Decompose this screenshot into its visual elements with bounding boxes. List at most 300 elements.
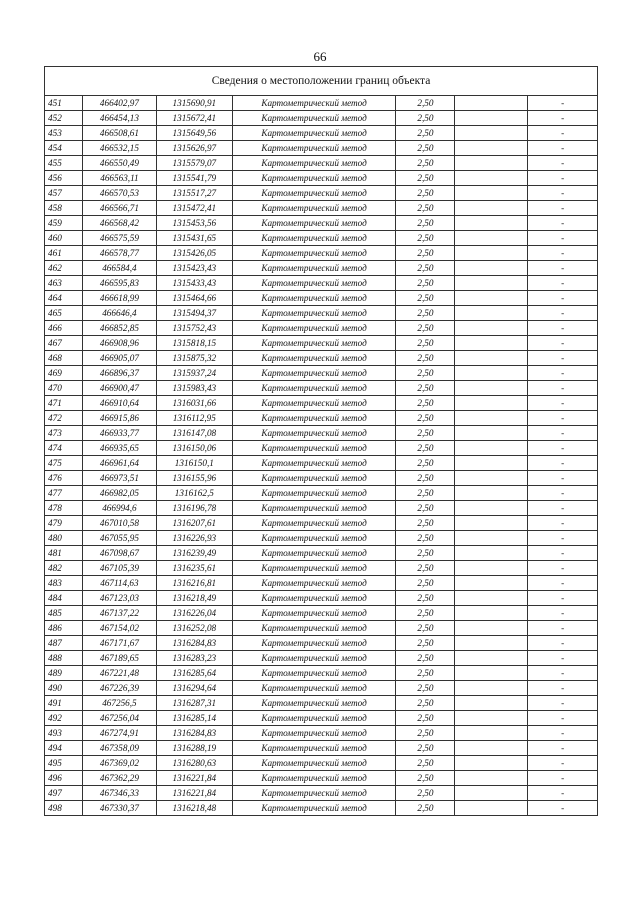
coord-x: 467358,09 xyxy=(82,741,156,756)
coord-y: 1316235,61 xyxy=(156,561,232,576)
table-row xyxy=(45,726,598,741)
method-cell: Картометрический метод xyxy=(232,561,396,576)
coord-y: 1316285,14 xyxy=(156,711,232,726)
table-row xyxy=(45,681,598,696)
coord-x: 466935,65 xyxy=(82,441,156,456)
note-cell: - xyxy=(528,441,598,456)
point-number: 454 xyxy=(45,141,83,156)
coord-y: 1315494,37 xyxy=(156,306,232,321)
coord-y: 1316285,64 xyxy=(156,666,232,681)
description-cell xyxy=(455,486,528,501)
table-row xyxy=(45,261,598,276)
coord-y: 1315672,41 xyxy=(156,111,232,126)
method-cell: Картометрический метод xyxy=(232,126,396,141)
coord-y: 1316218,48 xyxy=(156,801,232,816)
point-number: 468 xyxy=(45,351,83,366)
point-number: 467 xyxy=(45,336,83,351)
table-row xyxy=(45,516,598,531)
point-number: 478 xyxy=(45,501,83,516)
coord-x: 466852,85 xyxy=(82,321,156,336)
accuracy-cell: 2,50 xyxy=(396,186,455,201)
coord-x: 466910,64 xyxy=(82,396,156,411)
coord-x: 467105,39 xyxy=(82,561,156,576)
note-cell: - xyxy=(528,366,598,381)
note-cell: - xyxy=(528,321,598,336)
point-number: 460 xyxy=(45,231,83,246)
coord-y: 1316155,96 xyxy=(156,471,232,486)
table-row xyxy=(45,381,598,396)
table-row xyxy=(45,231,598,246)
point-number: 486 xyxy=(45,621,83,636)
point-number: 457 xyxy=(45,186,83,201)
point-number: 487 xyxy=(45,636,83,651)
table-row xyxy=(45,696,598,711)
point-number: 458 xyxy=(45,201,83,216)
description-cell xyxy=(455,681,528,696)
accuracy-cell: 2,50 xyxy=(396,636,455,651)
method-cell: Картометрический метод xyxy=(232,531,396,546)
accuracy-cell: 2,50 xyxy=(396,246,455,261)
coord-x: 466566,71 xyxy=(82,201,156,216)
note-cell: - xyxy=(528,336,598,351)
point-number: 473 xyxy=(45,426,83,441)
description-cell xyxy=(455,381,528,396)
point-number: 488 xyxy=(45,651,83,666)
note-cell: - xyxy=(528,516,598,531)
coord-y: 1316226,04 xyxy=(156,606,232,621)
method-cell: Картометрический метод xyxy=(232,276,396,291)
table-row xyxy=(45,471,598,486)
point-number: 455 xyxy=(45,156,83,171)
point-number: 496 xyxy=(45,771,83,786)
point-number: 471 xyxy=(45,396,83,411)
accuracy-cell: 2,50 xyxy=(396,801,455,816)
accuracy-cell: 2,50 xyxy=(396,141,455,156)
point-number: 491 xyxy=(45,696,83,711)
table-row xyxy=(45,666,598,681)
coord-y: 1316162,5 xyxy=(156,486,232,501)
point-number: 459 xyxy=(45,216,83,231)
accuracy-cell: 2,50 xyxy=(396,366,455,381)
description-cell xyxy=(455,501,528,516)
method-cell: Картометрический метод xyxy=(232,231,396,246)
table-row xyxy=(45,636,598,651)
coord-y: 1316284,83 xyxy=(156,636,232,651)
coord-x: 466905,07 xyxy=(82,351,156,366)
coord-y: 1315937,24 xyxy=(156,366,232,381)
coord-x: 466402,97 xyxy=(82,96,156,111)
note-cell: - xyxy=(528,171,598,186)
note-cell: - xyxy=(528,276,598,291)
boundary-coordinates-table xyxy=(44,66,598,816)
coord-y: 1316284,83 xyxy=(156,726,232,741)
note-cell: - xyxy=(528,741,598,756)
coord-x: 467346,33 xyxy=(82,786,156,801)
method-cell: Картометрический метод xyxy=(232,771,396,786)
description-cell xyxy=(455,636,528,651)
method-cell: Картометрический метод xyxy=(232,261,396,276)
description-cell xyxy=(455,546,528,561)
method-cell: Картометрический метод xyxy=(232,606,396,621)
description-cell xyxy=(455,696,528,711)
method-cell: Картометрический метод xyxy=(232,156,396,171)
table-row xyxy=(45,141,598,156)
method-cell: Картометрический метод xyxy=(232,516,396,531)
coord-y: 1316207,61 xyxy=(156,516,232,531)
coord-x: 466900,47 xyxy=(82,381,156,396)
note-cell: - xyxy=(528,456,598,471)
coord-y: 1315453,56 xyxy=(156,216,232,231)
method-cell: Картометрический метод xyxy=(232,351,396,366)
point-number: 463 xyxy=(45,276,83,291)
point-number: 493 xyxy=(45,726,83,741)
point-number: 485 xyxy=(45,606,83,621)
coord-x: 466550,49 xyxy=(82,156,156,171)
method-cell: Картометрический метод xyxy=(232,201,396,216)
description-cell xyxy=(455,591,528,606)
method-cell: Картометрический метод xyxy=(232,681,396,696)
coord-y: 1315433,43 xyxy=(156,276,232,291)
accuracy-cell: 2,50 xyxy=(396,231,455,246)
coord-y: 1316283,23 xyxy=(156,651,232,666)
point-number: 461 xyxy=(45,246,83,261)
accuracy-cell: 2,50 xyxy=(396,306,455,321)
point-number: 451 xyxy=(45,96,83,111)
coord-y: 1316150,06 xyxy=(156,441,232,456)
description-cell xyxy=(455,126,528,141)
method-cell: Картометрический метод xyxy=(232,651,396,666)
accuracy-cell: 2,50 xyxy=(396,516,455,531)
coord-y: 1316112,95 xyxy=(156,411,232,426)
table-row xyxy=(45,186,598,201)
coord-y: 1316221,84 xyxy=(156,786,232,801)
method-cell: Картометрический метод xyxy=(232,801,396,816)
accuracy-cell: 2,50 xyxy=(396,606,455,621)
point-number: 452 xyxy=(45,111,83,126)
coord-y: 1316216,81 xyxy=(156,576,232,591)
method-cell: Картометрический метод xyxy=(232,456,396,471)
coord-x: 467098,67 xyxy=(82,546,156,561)
accuracy-cell: 2,50 xyxy=(396,651,455,666)
description-cell xyxy=(455,561,528,576)
note-cell: - xyxy=(528,576,598,591)
note-cell: - xyxy=(528,111,598,126)
description-cell xyxy=(455,141,528,156)
coord-x: 467362,29 xyxy=(82,771,156,786)
accuracy-cell: 2,50 xyxy=(396,591,455,606)
accuracy-cell: 2,50 xyxy=(396,666,455,681)
method-cell: Картометрический метод xyxy=(232,471,396,486)
table-row xyxy=(45,546,598,561)
note-cell: - xyxy=(528,231,598,246)
coord-y: 1316226,93 xyxy=(156,531,232,546)
table-row xyxy=(45,276,598,291)
point-number: 475 xyxy=(45,456,83,471)
coord-x: 466568,42 xyxy=(82,216,156,231)
point-number: 472 xyxy=(45,411,83,426)
accuracy-cell: 2,50 xyxy=(396,456,455,471)
point-number: 490 xyxy=(45,681,83,696)
method-cell: Картометрический метод xyxy=(232,696,396,711)
note-cell: - xyxy=(528,291,598,306)
point-number: 464 xyxy=(45,291,83,306)
point-number: 480 xyxy=(45,531,83,546)
table-row xyxy=(45,741,598,756)
point-number: 470 xyxy=(45,381,83,396)
accuracy-cell: 2,50 xyxy=(396,711,455,726)
description-cell xyxy=(455,231,528,246)
description-cell xyxy=(455,741,528,756)
method-cell: Картометрический метод xyxy=(232,366,396,381)
method-cell: Картометрический метод xyxy=(232,501,396,516)
accuracy-cell: 2,50 xyxy=(396,111,455,126)
note-cell: - xyxy=(528,411,598,426)
table-row xyxy=(45,501,598,516)
coord-y: 1315579,07 xyxy=(156,156,232,171)
description-cell xyxy=(455,276,528,291)
page-number: 66 xyxy=(313,49,327,64)
method-cell: Картометрический метод xyxy=(232,621,396,636)
accuracy-cell: 2,50 xyxy=(396,546,455,561)
description-cell xyxy=(455,756,528,771)
coord-y: 1315983,43 xyxy=(156,381,232,396)
coord-x: 466982,05 xyxy=(82,486,156,501)
method-cell: Картометрический метод xyxy=(232,171,396,186)
description-cell xyxy=(455,711,528,726)
coord-x: 467256,04 xyxy=(82,711,156,726)
note-cell: - xyxy=(528,786,598,801)
method-cell: Картометрический метод xyxy=(232,636,396,651)
point-number: 462 xyxy=(45,261,83,276)
point-number: 494 xyxy=(45,741,83,756)
accuracy-cell: 2,50 xyxy=(396,156,455,171)
coord-y: 1315875,32 xyxy=(156,351,232,366)
accuracy-cell: 2,50 xyxy=(396,336,455,351)
point-number: 495 xyxy=(45,756,83,771)
note-cell: - xyxy=(528,666,598,681)
table-row xyxy=(45,246,598,261)
coord-x: 466595,83 xyxy=(82,276,156,291)
description-cell xyxy=(455,651,528,666)
table-row xyxy=(45,756,598,771)
point-number: 466 xyxy=(45,321,83,336)
description-cell xyxy=(455,306,528,321)
method-cell: Картометрический метод xyxy=(232,666,396,681)
point-number: 476 xyxy=(45,471,83,486)
method-cell: Картометрический метод xyxy=(232,216,396,231)
coord-y: 1315423,43 xyxy=(156,261,232,276)
coord-x: 466578,77 xyxy=(82,246,156,261)
note-cell: - xyxy=(528,186,598,201)
coord-x: 466618,99 xyxy=(82,291,156,306)
description-cell xyxy=(455,801,528,816)
note-cell: - xyxy=(528,156,598,171)
table-row xyxy=(45,531,598,546)
table-row xyxy=(45,126,598,141)
accuracy-cell: 2,50 xyxy=(396,96,455,111)
method-cell: Картометрический метод xyxy=(232,381,396,396)
table-row xyxy=(45,786,598,801)
accuracy-cell: 2,50 xyxy=(396,291,455,306)
table-row xyxy=(45,771,598,786)
accuracy-cell: 2,50 xyxy=(396,261,455,276)
note-cell: - xyxy=(528,546,598,561)
description-cell xyxy=(455,351,528,366)
description-cell xyxy=(455,156,528,171)
accuracy-cell: 2,50 xyxy=(396,126,455,141)
point-number: 481 xyxy=(45,546,83,561)
description-cell xyxy=(455,291,528,306)
coord-y: 1316288,19 xyxy=(156,741,232,756)
coord-x: 466454,13 xyxy=(82,111,156,126)
accuracy-cell: 2,50 xyxy=(396,741,455,756)
table-row xyxy=(45,111,598,126)
table-row xyxy=(45,456,598,471)
accuracy-cell: 2,50 xyxy=(396,471,455,486)
note-cell: - xyxy=(528,126,598,141)
point-number: 453 xyxy=(45,126,83,141)
note-cell: - xyxy=(528,246,598,261)
point-number: 465 xyxy=(45,306,83,321)
description-cell xyxy=(455,666,528,681)
method-cell: Картометрический метод xyxy=(232,141,396,156)
description-cell xyxy=(455,576,528,591)
table-row xyxy=(45,576,598,591)
note-cell: - xyxy=(528,261,598,276)
coord-y: 1315649,56 xyxy=(156,126,232,141)
method-cell: Картометрический метод xyxy=(232,186,396,201)
method-cell: Картометрический метод xyxy=(232,546,396,561)
note-cell: - xyxy=(528,771,598,786)
coord-x: 467010,58 xyxy=(82,516,156,531)
table-row xyxy=(45,396,598,411)
coord-y: 1315541,79 xyxy=(156,171,232,186)
note-cell: - xyxy=(528,396,598,411)
table-row xyxy=(45,306,598,321)
table-row xyxy=(45,201,598,216)
coord-x: 467123,03 xyxy=(82,591,156,606)
coord-y: 1315431,65 xyxy=(156,231,232,246)
table-row xyxy=(45,711,598,726)
coord-x: 467055,95 xyxy=(82,531,156,546)
description-cell xyxy=(455,96,528,111)
coord-y: 1315464,66 xyxy=(156,291,232,306)
note-cell: - xyxy=(528,801,598,816)
method-cell: Картометрический метод xyxy=(232,411,396,426)
coord-x: 466508,61 xyxy=(82,126,156,141)
coord-y: 1316147,08 xyxy=(156,426,232,441)
description-cell xyxy=(455,621,528,636)
accuracy-cell: 2,50 xyxy=(396,486,455,501)
coord-y: 1316239,49 xyxy=(156,546,232,561)
accuracy-cell: 2,50 xyxy=(396,726,455,741)
method-cell: Картометрический метод xyxy=(232,396,396,411)
note-cell: - xyxy=(528,306,598,321)
accuracy-cell: 2,50 xyxy=(396,756,455,771)
accuracy-cell: 2,50 xyxy=(396,561,455,576)
note-cell: - xyxy=(528,141,598,156)
coord-y: 1316150,1 xyxy=(156,456,232,471)
accuracy-cell: 2,50 xyxy=(396,441,455,456)
accuracy-cell: 2,50 xyxy=(396,621,455,636)
coord-x: 466994,6 xyxy=(82,501,156,516)
table-row xyxy=(45,156,598,171)
table-row xyxy=(45,801,598,816)
point-number: 482 xyxy=(45,561,83,576)
description-cell xyxy=(455,411,528,426)
coord-x: 466575,59 xyxy=(82,231,156,246)
accuracy-cell: 2,50 xyxy=(396,216,455,231)
accuracy-cell: 2,50 xyxy=(396,201,455,216)
description-cell xyxy=(455,441,528,456)
table-row xyxy=(45,606,598,621)
coord-x: 466973,51 xyxy=(82,471,156,486)
note-cell: - xyxy=(528,531,598,546)
description-cell xyxy=(455,336,528,351)
accuracy-cell: 2,50 xyxy=(396,396,455,411)
point-number: 497 xyxy=(45,786,83,801)
coord-x: 466908,96 xyxy=(82,336,156,351)
method-cell: Картометрический метод xyxy=(232,726,396,741)
note-cell: - xyxy=(528,681,598,696)
coord-x: 467369,02 xyxy=(82,756,156,771)
coord-x: 466584,4 xyxy=(82,261,156,276)
note-cell: - xyxy=(528,561,598,576)
table-row xyxy=(45,591,598,606)
method-cell: Картометрический метод xyxy=(232,441,396,456)
coord-x: 467189,65 xyxy=(82,651,156,666)
note-cell: - xyxy=(528,351,598,366)
coord-x: 467221,48 xyxy=(82,666,156,681)
table-row xyxy=(45,486,598,501)
coord-y: 1316294,64 xyxy=(156,681,232,696)
table-row xyxy=(45,216,598,231)
accuracy-cell: 2,50 xyxy=(396,696,455,711)
method-cell: Картометрический метод xyxy=(232,576,396,591)
description-cell xyxy=(455,111,528,126)
table-row xyxy=(45,561,598,576)
note-cell: - xyxy=(528,621,598,636)
note-cell: - xyxy=(528,696,598,711)
table-row xyxy=(45,426,598,441)
coord-x: 467171,67 xyxy=(82,636,156,651)
method-cell: Картометрический метод xyxy=(232,591,396,606)
description-cell xyxy=(455,471,528,486)
note-cell: - xyxy=(528,216,598,231)
accuracy-cell: 2,50 xyxy=(396,426,455,441)
coord-x: 467226,39 xyxy=(82,681,156,696)
table-row xyxy=(45,336,598,351)
method-cell: Картометрический метод xyxy=(232,786,396,801)
coord-y: 1315426,05 xyxy=(156,246,232,261)
accuracy-cell: 2,50 xyxy=(396,411,455,426)
coord-y: 1316287,31 xyxy=(156,696,232,711)
table-row xyxy=(45,291,598,306)
method-cell: Картометрический метод xyxy=(232,426,396,441)
coord-y: 1316031,66 xyxy=(156,396,232,411)
point-number: 484 xyxy=(45,591,83,606)
accuracy-cell: 2,50 xyxy=(396,501,455,516)
coord-y: 1315818,15 xyxy=(156,336,232,351)
coord-x: 466961,64 xyxy=(82,456,156,471)
accuracy-cell: 2,50 xyxy=(396,321,455,336)
coord-x: 467274,91 xyxy=(82,726,156,741)
point-number: 456 xyxy=(45,171,83,186)
note-cell: - xyxy=(528,756,598,771)
note-cell: - xyxy=(528,726,598,741)
description-cell xyxy=(455,771,528,786)
coord-y: 1315752,43 xyxy=(156,321,232,336)
